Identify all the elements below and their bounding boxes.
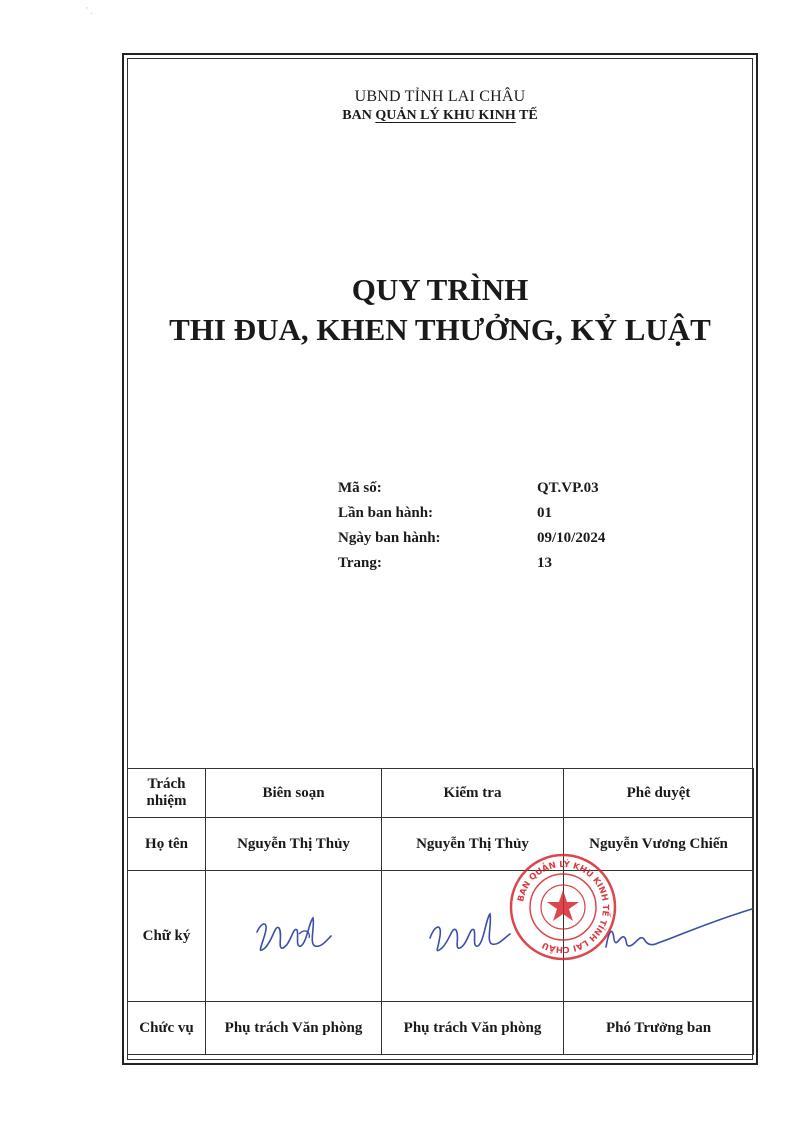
document-title-line2: THI ĐUA, KHEN THƯỞNG, KỶ LUẬT <box>169 312 711 347</box>
table-header-approved: Phê duyệt <box>564 769 754 818</box>
reviewer-name: Nguyễn Thị Thủy <box>382 818 564 871</box>
info-row-issue-date <box>338 530 638 555</box>
stamp-star-icon <box>547 890 579 921</box>
info-label: Trang: <box>338 555 382 571</box>
document-info-block <box>338 480 638 580</box>
scan-speck: ' . <box>86 6 93 17</box>
table-row-names <box>128 818 754 871</box>
approver-position: Phó Trưởng ban <box>564 1002 754 1055</box>
drafter-name: Nguyễn Thị Thủy <box>206 818 382 871</box>
info-label: Ngày ban hành: <box>338 530 441 546</box>
department-name-prefix: BAN <box>342 108 376 123</box>
table-header-responsibility: Trách nhiệm <box>128 769 206 818</box>
info-value: 13 <box>537 555 552 571</box>
organization-name: UBND TỈNH LAI CHÂU <box>354 88 526 105</box>
info-row-code <box>338 480 638 505</box>
drafter-position: Phụ trách Văn phòng <box>206 1002 382 1055</box>
department-name-suffix: TẾ <box>515 108 538 123</box>
official-stamp <box>508 852 618 962</box>
table-row-signatures <box>128 871 754 1002</box>
row-label-position: Chức vụ <box>128 1002 206 1055</box>
row-label-name: Họ tên <box>128 818 206 871</box>
info-label: Mã số: <box>338 480 382 496</box>
department-name-underlined: QUẢN LÝ KHU KINH <box>375 108 516 123</box>
responsibility-table <box>127 768 754 1055</box>
reviewer-position: Phụ trách Văn phòng <box>382 1002 564 1055</box>
stamp-text: BAN QUẢN LÝ KHU KINH TẾ TỈNH LAI CHÂU <box>516 859 611 955</box>
info-row-edition <box>338 505 638 530</box>
document-title-line1: QUY TRÌNH <box>351 272 529 307</box>
table-row-header <box>128 769 754 818</box>
info-value: 01 <box>537 505 552 521</box>
info-row-pages <box>338 555 638 580</box>
table-header-reviewed: Kiểm tra <box>382 769 564 818</box>
info-value: 09/10/2024 <box>537 530 606 546</box>
table-row-positions <box>128 1002 754 1055</box>
table-header-drafted: Biên soạn <box>206 769 382 818</box>
drafter-signature <box>239 904 349 964</box>
approver-name: Nguyễn Vương Chiến <box>564 818 754 871</box>
department-name <box>127 108 753 124</box>
drafter-signature-cell <box>206 871 382 1002</box>
info-value: QT.VP.03 <box>537 480 599 496</box>
info-label: Lần ban hành: <box>338 505 434 521</box>
row-label-signature: Chữ ký <box>128 871 206 1002</box>
